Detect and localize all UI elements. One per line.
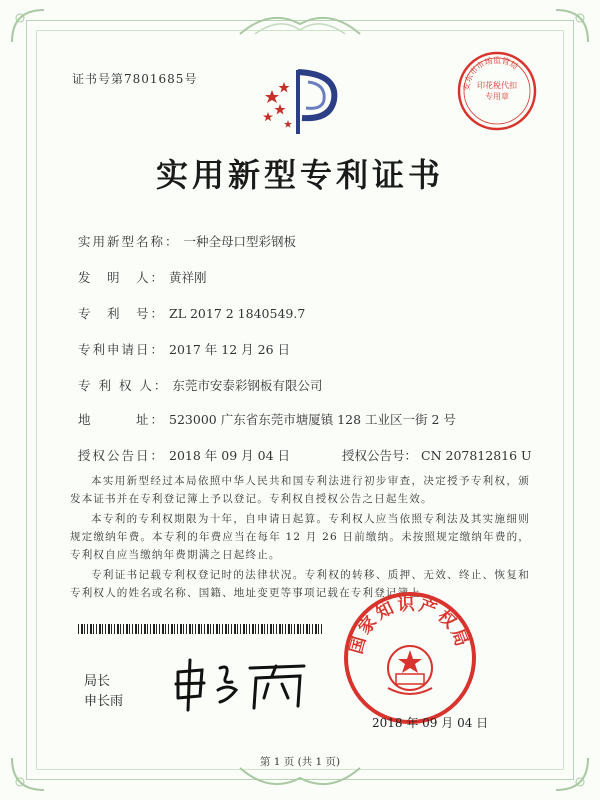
certificate-title: 实用新型专利证书 (155, 156, 444, 194)
field-value: 2018 年 09 月 04 日 (169, 448, 291, 463)
field-value: 2017 年 12 月 26 日 (169, 342, 291, 357)
field-announcement-date (78, 446, 290, 464)
tax-stamp-inner-text: 印花税代扣专用章 (477, 81, 517, 101)
field-value: ZL 2017 2 1840549.7 (169, 306, 306, 321)
field-label: 实用新型名称： (78, 234, 180, 249)
field-value: 东莞市安泰彩钢板有限公司 (172, 378, 323, 393)
barcode (78, 624, 323, 634)
director-title: 局长 (84, 674, 111, 689)
field-inventor (78, 268, 207, 286)
field-label: 专 利 号： (78, 306, 166, 321)
page-footer: 第 1 页 (共 1 页) (259, 756, 341, 768)
field-patentee (78, 376, 322, 394)
tax-stamp-text: 安东市市场监管局 (461, 55, 520, 92)
field-label: 专 利 权 人： (78, 378, 169, 393)
field-value: CN 207812816 U (421, 448, 532, 463)
director-name: 申长雨 (84, 694, 124, 709)
cnipa-seal-icon (340, 588, 480, 728)
paragraph-grant: 本实用新型经过本局依照中华人民共和国专利法进行初步审查，决定授予专利权，颁发本证书并在专利登记簿上予以登记。专利权自授权公告之日起生效。 (70, 475, 530, 505)
field-label: 授权公告日： (78, 448, 166, 463)
field-value: 523000 广东省东莞市塘厦镇 128 工业区一街 2 号 (169, 412, 456, 427)
field-announcement-number (342, 446, 532, 464)
field-patent-number (78, 304, 305, 322)
seal-date: 2018 年 09 月 04 日 (372, 716, 489, 730)
field-label: 发 明 人： (78, 270, 166, 285)
certificate-number: 证书号第7801685号 (72, 72, 198, 86)
field-value: 黄祥刚 (169, 270, 207, 285)
seal-text: 国家知识产权局 (346, 594, 473, 657)
paragraph-term: 本专利的专利权期限为十年，自申请日起算。专利权人应当依照专利法及其实施细则规定缴纳年费。本专利的年费应当在每年 12 月 26 日前缴纳。未按照规定缴纳年费的，专利权自应当缴纳年费期满之日起终止。 (70, 513, 530, 561)
director-signature-icon (168, 654, 318, 714)
top-ornament (235, 6, 365, 40)
field-label: 专利申请日： (78, 342, 166, 357)
patent-office-logo-icon (250, 62, 350, 142)
corner-ornament-tl (8, 6, 48, 46)
field-utility-model-name (78, 232, 296, 250)
corner-ornament-tr (552, 6, 592, 46)
field-address (78, 410, 456, 428)
field-label: 授权公告号： (342, 448, 418, 463)
paragraph-legal-status: 专利证书记载专利权登记时的法律状况。专利权的转移、质押、无效、终止、恢复和专利权人的姓名或名称、国籍、地址变更等事项记载在专利登记簿上。 (70, 569, 530, 599)
field-application-date (78, 340, 290, 358)
field-value: 一种全母口型彩钢板 (183, 234, 297, 249)
field-label: 地 址： (78, 412, 166, 427)
